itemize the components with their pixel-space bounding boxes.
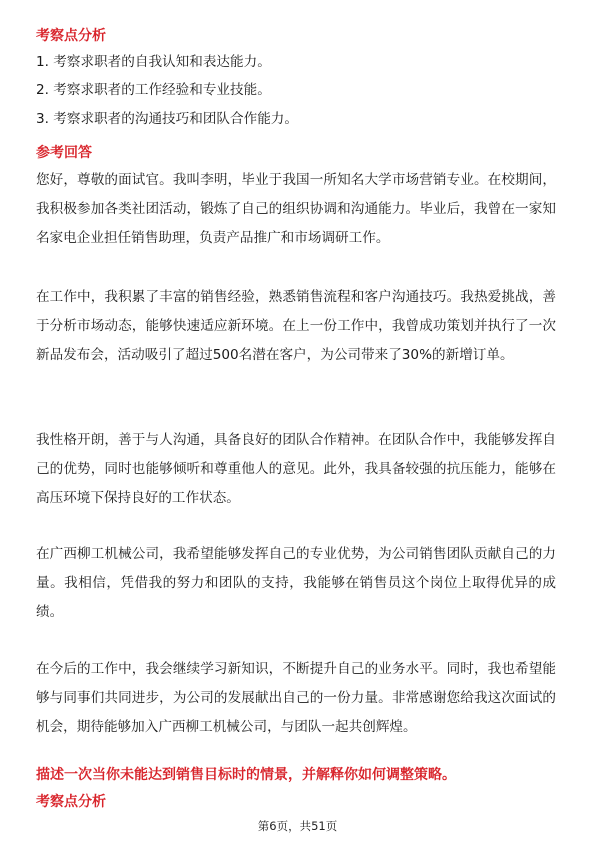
answer-paragraph: 我性格开朗，善于与人沟通，具备良好的团队合作精神。在团队合作中，我能够发挥自己的优势，同时也能够倾听和尊重他人的意见。此外，我具备较强的抗压能力，能够在高压环境下保持良好的工作状态。 (36, 432, 556, 506)
page-number: 第6页，共51页 (257, 819, 338, 833)
analysis-item: 2. 考察求职者的工作经验和专业技能。 (36, 82, 271, 98)
answer-paragraph: 在广西柳工机械公司，我希望能够发挥自己的专业优势，为公司销售团队贡献自己的力量。我相信，凭借我的努力和团队的支持，我能够在销售员这个岗位上取得优异的成绩。 (36, 546, 556, 620)
analysis-heading: 考察点分析 (36, 28, 106, 44)
answer-paragraph: 在今后的工作中，我会继续学习新知识，不断提升自己的业务水平。同时，我也希望能够与同事们共同进步，为公司的发展献出自己的一份力量。非常感谢您给我这次面试的机会，期待能够加入广西柳工机械公司，与团队一起共创辉煌。 (36, 661, 556, 735)
analysis-heading: 考察点分析 (36, 794, 106, 810)
answer-heading: 参考回答 (36, 145, 92, 161)
analysis-item: 1. 考察求职者的自我认知和表达能力。 (36, 54, 271, 70)
answer-paragraph: 您好，尊敬的面试官。我叫李明，毕业于我国一所知名大学市场营销专业。在校期间，我积极参加各类社团活动，锻炼了自己的组织协调和沟通能力。毕业后，我曾在一家知名家电企业担任销售助理，负责产品推广和市场调研工作。 (36, 172, 556, 246)
analysis-item: 3. 考察求职者的沟通技巧和团队合作能力。 (36, 111, 298, 127)
question-heading: 描述一次当你未能达到销售目标时的情景，并解释你如何调整策略。 (36, 767, 456, 783)
answer-paragraph: 在工作中，我积累了丰富的销售经验，熟悉销售流程和客户沟通技巧。我热爱挑战，善于分析市场动态，能够快速适应新环境。在上一份工作中，我曾成功策划并执行了一次新品发布会，活动吸引了超过500名潜在客户，为公司带来了30%的新增订单。 (36, 289, 556, 363)
